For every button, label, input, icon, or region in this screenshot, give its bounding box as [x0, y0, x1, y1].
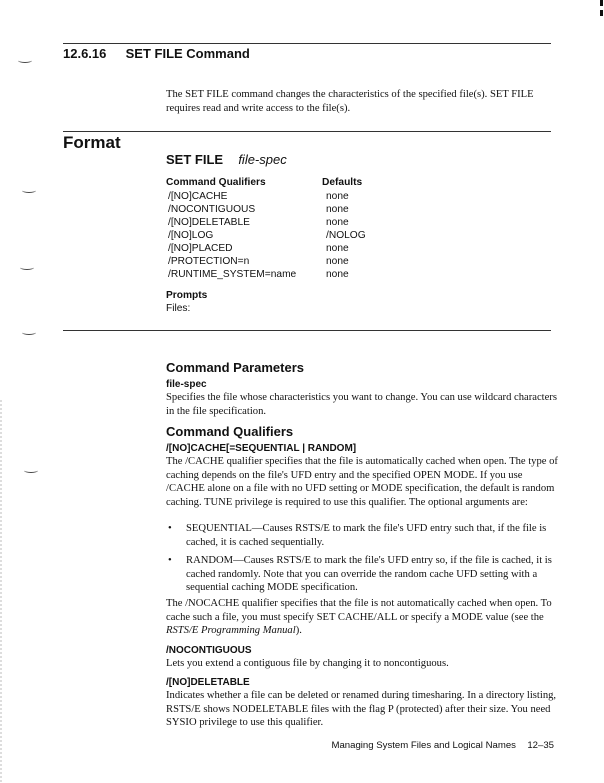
qualifier-default: none [326, 217, 349, 228]
qualifier-row [166, 203, 366, 216]
qualifier-row [166, 190, 366, 203]
qualifier-default: none [326, 204, 349, 215]
qualifier-deletable-description: Indicates whether a file can be deleted or renamed during timesharing. In a directory listing, RSTS/E shows NODELETABLE files with the flag P (protected) after their size. You need SYSIO privilege to use this qualifier. [166, 690, 557, 729]
manual-reference: RSTS/E Programming Manual [166, 625, 296, 637]
prompts-value: Files: [166, 303, 191, 314]
qualifier-name: /RUNTIME_SYSTEM=name [168, 269, 297, 280]
format-syntax [166, 152, 287, 167]
qualifier-name: /PROTECTION=n [168, 256, 250, 267]
format-heading: Format [63, 133, 121, 152]
margin-mark [22, 188, 36, 193]
section-number: 12.6.16 [63, 46, 107, 61]
qualifier-row [166, 268, 366, 281]
qualifiers-heading: Command Qualifiers [166, 424, 294, 439]
qualifier-default: none [326, 243, 349, 254]
nocache-text-end: ). [295, 625, 302, 637]
footer-page-number: 12–35 [527, 740, 554, 751]
qualifier-cache-name: /[NO]CACHE[=SEQUENTIAL | RANDOM] [166, 443, 357, 454]
qualifier-default: none [326, 256, 349, 267]
margin-mark [20, 265, 34, 270]
section-intro: The SET FILE command changes the characteristics of the specified file(s). SET FILE requires read and write access to the file(s). [166, 89, 534, 114]
qualifier-nocontiguous-description: Lets you extend a contiguous file by changing it to noncontiguous. [166, 658, 449, 669]
format-param: file-spec [238, 152, 287, 167]
qualifier-row [166, 242, 366, 255]
cache-option-sequential [166, 522, 558, 549]
prompts-block [166, 289, 207, 315]
qualifier-row [166, 216, 366, 229]
scan-corner-mark [600, 10, 603, 16]
qualifier-cache-description: The /CACHE qualifier specifies that the file is automatically cached when open. The type of caching depends on the file's UFD entry and the specified OPEN MODE. If you use /CACHE alone on a file with no UFD setting or MODE specification, the default is random caching. TUNE privilege is required to use this qualifier. The optional arguments are: [166, 456, 558, 508]
defaults-header: Defaults [322, 177, 363, 188]
scan-corner-mark [600, 0, 603, 6]
qualifier-table [166, 176, 366, 281]
section-rule-top [63, 43, 551, 44]
page-footer [331, 740, 554, 751]
bullet-icon: • [168, 523, 172, 534]
qualifier-name: /[NO]PLACED [168, 243, 233, 254]
format-rule [63, 131, 551, 132]
format-command: SET FILE [166, 152, 224, 167]
cache-option-text: RANDOM—Causes RSTS/E to mark the file's UFD entry so, if the file is cached, it is cached randomly. Note that you can override the random cache UFD setting with a sequential caching MODE specification. [186, 555, 552, 594]
nocache-description [166, 597, 558, 638]
cache-option-text: SEQUENTIAL—Causes RSTS/E to mark the file's UFD entry such that, if the file is cached, it is cached sequentially. [186, 523, 547, 548]
margin-mark [18, 58, 32, 63]
qualifier-name: /NOCONTIGUOUS [168, 204, 256, 215]
footer-chapter-title: Managing System Files and Logical Names [331, 740, 516, 751]
qualifier-name: /[NO]DELETABLE [168, 217, 250, 228]
qualifier-default: none [326, 191, 349, 202]
section-heading [63, 46, 250, 61]
qualifiers-header: Command Qualifiers [166, 177, 266, 188]
section-title: SET FILE Command [125, 46, 250, 61]
prompts-header: Prompts [166, 290, 208, 301]
qualifier-name: /[NO]CACHE [168, 191, 228, 202]
margin-mark [22, 330, 36, 335]
margin-mark [24, 468, 38, 473]
cache-option-random [166, 554, 558, 595]
qualifier-name: /[NO]LOG [168, 230, 214, 241]
parameters-rule [63, 330, 551, 331]
qualifier-row [166, 255, 366, 268]
nocache-text: The /NOCACHE qualifier specifies that the file is not automatically cached when open. To cache such a file, you must specify SET CACHE/ALL or specify a MODE value (see the [166, 598, 552, 623]
cache-options-list [166, 522, 558, 600]
qualifier-table-header [166, 176, 366, 189]
scan-edge [0, 400, 2, 783]
parameter-description: Specifies the file whose characteristics you want to change. You can use wildcard characters in the file specification. [166, 392, 557, 417]
parameters-heading: Command Parameters [166, 360, 304, 375]
qualifier-nocontiguous-name: /NOCONTIGUOUS [166, 645, 252, 656]
qualifier-default: none [326, 269, 349, 280]
qualifier-row [166, 229, 366, 242]
bullet-icon: • [168, 555, 172, 567]
parameter-name: file-spec [166, 379, 207, 390]
qualifier-deletable-name: /[NO]DELETABLE [166, 677, 250, 688]
qualifier-default: /NOLOG [326, 230, 366, 241]
